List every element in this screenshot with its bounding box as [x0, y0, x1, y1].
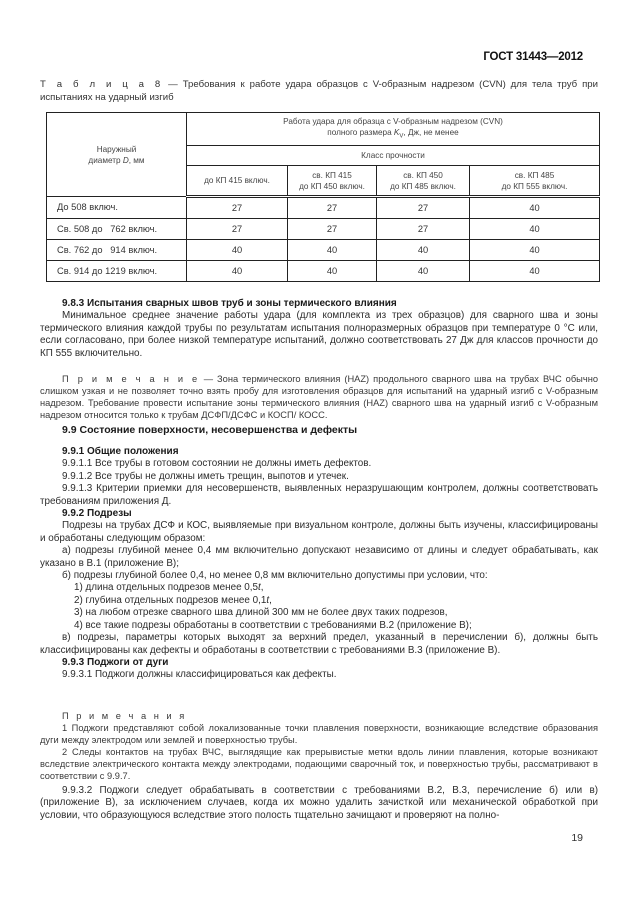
- cell-value: 40: [377, 261, 470, 282]
- table-row: [47, 219, 600, 240]
- list-item-a: а) подрезы глубиной менее 0,4 мм включительно допускают независимо от длины и следует обрабатывать, как указано в В.1 (приложение В);: [40, 545, 598, 569]
- cell-value: 27: [187, 219, 288, 240]
- section-9-8-3: [40, 298, 598, 360]
- section-heading: 9.9.2 Подрезы: [62, 508, 132, 520]
- table-row: [47, 261, 600, 282]
- text-part: 1) длина отдельных подрезов менее 0,5: [74, 582, 259, 594]
- paragraph: 9.9.1.1 Все трубы в готовом состоянии не должны иметь дефектов.: [62, 458, 372, 470]
- header-text: до КП 415 включ.: [204, 176, 270, 185]
- header-variable: D: [122, 155, 129, 165]
- header-text-part: диаметр: [88, 155, 123, 165]
- variable: t: [266, 594, 270, 606]
- list-item-b1: [40, 582, 598, 594]
- header-text-part: , Дж, не менее: [403, 127, 459, 137]
- page-number: 19: [571, 832, 583, 844]
- header-text: св. КП 450: [403, 170, 443, 180]
- section-9-9-1: [40, 446, 598, 682]
- cell-diameter: Св. 762 до 914 включ.: [47, 240, 187, 261]
- header-text: св. КП 415: [312, 170, 352, 180]
- cell-value: 27: [288, 219, 377, 240]
- header-text: до КП 555 включ.: [501, 181, 568, 191]
- column-group-header-strength-class: Класс прочности: [187, 146, 600, 166]
- note-text: — Зона термического влияния (HAZ) продольного сварного шва на трубах ВЧС обычно слишком узкая и не позволяет точно взять пробу для изготовления образцов для испытаний на ударный изгиб с V-образным надрезом. Требование провести испытание зоны термического влияния (HAZ) сварного шва на ударный изгиб с V-образным надрезом относится только к трубам ДСФП/ДСФС и КОСП/ КОСС.: [40, 374, 598, 420]
- cell-value: 27: [288, 197, 377, 219]
- table-row: [47, 197, 600, 219]
- table-caption-label: Т а б л и ц а 8: [40, 79, 164, 90]
- notes-arc-burns: [40, 710, 598, 782]
- table-caption: [40, 79, 598, 104]
- cell-value: 40: [377, 240, 470, 261]
- list-item-b4: 4) все такие подрезы обработаны в соответствии с требованиями В.2 (приложение В);: [74, 619, 472, 631]
- table-caption-text: — Требования к работе удара образцов с V-образным надрезом (CVN) для тела труб при испытаниях на ударный изгиб: [40, 79, 598, 103]
- cell-value: 40: [187, 261, 288, 282]
- note-1: 1 Поджоги представляют собой локализованные точки плавления поверхности, возникающие вследствие образования дуги между электродом или землей и поверхностью трубы.: [40, 723, 598, 745]
- cell-diameter: До 508 включ.: [47, 197, 187, 219]
- list-item-b: б) подрезы глубиной более 0,4, но менее 0,8 мм включительно допустимы при условии, что:: [62, 570, 488, 582]
- cell-value: 40: [187, 240, 288, 261]
- header-text: до КП 450 включ.: [299, 181, 365, 191]
- paragraph: Подрезы на трубах ДСФ и КОС, выявляемые при визуальном контроле, должны быть изучены, классифицированы и обработаны следующим образом:: [40, 520, 598, 544]
- header-text-part: полного размера: [327, 127, 394, 137]
- text-part: ,: [260, 582, 264, 594]
- paragraph: 9.9.1.2 Все трубы не должны иметь трещин, выпотов и утечек.: [62, 470, 349, 482]
- text-part: 2) глубина отдельных подрезов менее 0,1: [74, 594, 267, 606]
- cell-diameter: Св. 914 до 1219 включ.: [47, 261, 187, 282]
- header-text: Работа удара для образца с V-образным надрезом (CVN): [283, 116, 503, 126]
- table-row: [47, 240, 600, 261]
- column-header-class-4: [470, 166, 600, 197]
- note-haz: [40, 373, 598, 421]
- list-item-b3: 3) на любом отрезке сварного шва длиной 300 мм не более двух таких подрезов,: [74, 607, 448, 619]
- header-subscript: V: [399, 133, 404, 140]
- header-text: [189, 127, 597, 143]
- header-text-part: , мм: [128, 155, 145, 165]
- section-9-9-3-2: [40, 785, 598, 822]
- column-header-class-2: [288, 166, 377, 197]
- notes-label: [40, 710, 598, 722]
- cell-value: 40: [288, 240, 377, 261]
- cell-value: 27: [187, 197, 288, 219]
- header-text: Наружный: [96, 144, 137, 154]
- cvn-requirements-table: [46, 112, 600, 282]
- cell-diameter: Св. 508 до 762 включ.: [47, 219, 187, 240]
- note-label: П р и м е ч а н и е: [62, 374, 200, 384]
- cell-value: 40: [470, 197, 600, 219]
- column-header-class-1: [187, 166, 288, 197]
- cell-value: 40: [288, 261, 377, 282]
- section-heading: 9.8.3 Испытания сварных швов труб и зоны термического влияния: [62, 298, 397, 309]
- variable: t: [258, 582, 261, 594]
- note-paragraph: [40, 373, 598, 421]
- column-group-header-impact-energy: [187, 113, 600, 146]
- document-id: ГОСТ 31443—2012: [483, 51, 583, 63]
- cell-value: 40: [470, 219, 600, 240]
- header-text: [49, 155, 184, 166]
- cell-value: 40: [470, 240, 600, 261]
- section-9-9: [40, 424, 598, 436]
- header-text: до КП 485 включ.: [390, 181, 456, 191]
- cell-value: 40: [470, 261, 600, 282]
- paragraph: Минимальное среднее значение работы удара (для комплекта из трех образцов) для сварного шва и зоны термического влияния каждой трубы по результатам испытания полноразмерных образцов при температуре 0 °С или, если согласовано, при более низкой температуре испытаний, должно соответствовать 27 Дж для классов прочности до КП 555 включительно.: [40, 310, 598, 359]
- column-header-diameter: [47, 113, 187, 197]
- list-item-b2: [40, 595, 598, 607]
- paragraph: 9.9.3.1 Поджоги должны классифицироваться как дефекты.: [62, 669, 337, 681]
- section-heading: 9.9.3 Поджоги от дуги: [62, 656, 169, 668]
- list-item-v: в) подрезы, параметры которых выходят за верхний предел, указанный в перечислении б), должны быть классифицированы как дефекты и обработаны в соответствии с требованиями В.3 (приложение В).: [40, 632, 598, 656]
- text-part: ,: [269, 594, 272, 606]
- cell-value: 27: [377, 197, 470, 219]
- header-variable: K: [393, 127, 400, 137]
- paragraph: 9.9.3.2 Поджоги следует обрабатывать в соответствии с требованиями В.2, В.3, перечисление б) или в) (приложение В), за исключением случаев, когда их можно удалить зачисткой или механической обработкой при условии, что образующуюся вследствие этого полость тщательно зачищают и проверяют на полно-: [40, 785, 598, 821]
- notes-label-text: П р и м е ч а н и я: [62, 711, 187, 721]
- cell-value: 27: [377, 219, 470, 240]
- section-heading: 9.9 Состояние поверхности, несовершенства и дефекты: [62, 424, 358, 436]
- section-heading: 9.9.1 Общие положения: [62, 446, 179, 457]
- note-2: 2 Следы контактов на трубах ВЧС, выглядящие как прерывистые метки вдоль линии плавления, которые возникают вследствие электрического контакта между электродами, подающими сварочный ток, и поверхностью трубы, рассматривают в соответствии с 9.9.7.: [40, 747, 598, 781]
- header-text: св. КП 485: [514, 170, 555, 180]
- paragraph: 9.9.1.3 Критерии приемки для несовершенств, выявленных неразрушающим контролем, должны соответствовать требованиям приложения Д.: [40, 483, 598, 507]
- column-header-class-3: [377, 166, 470, 197]
